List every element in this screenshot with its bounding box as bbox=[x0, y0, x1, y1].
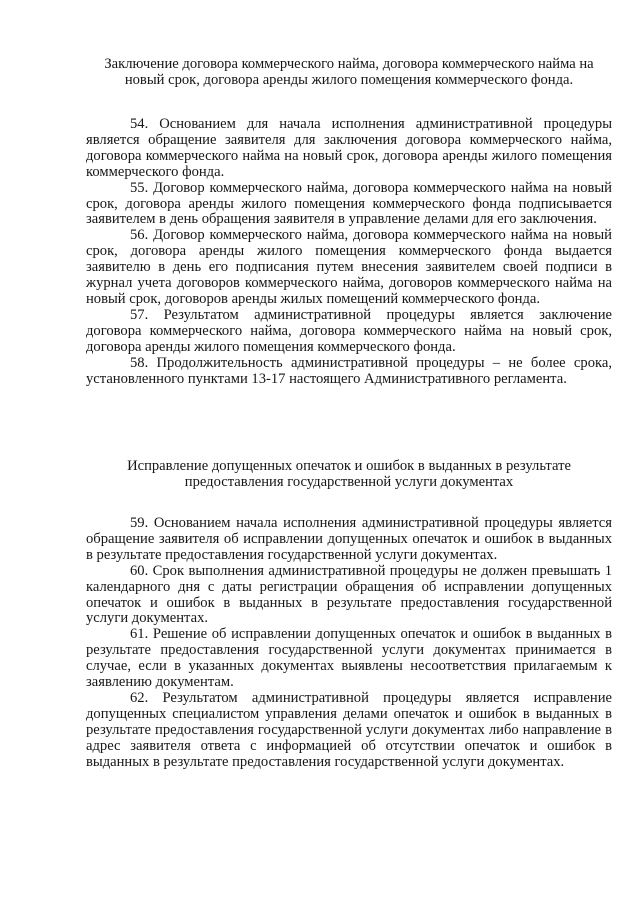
paragraph-61: 61. Решение об исправлении допущенных опечаток и ошибок в выданных в результате предоставления государственной услуги документах принимается в случае, если в указанных документах выявлены несоответствия прилагаемым к заявлению документам. bbox=[86, 626, 612, 691]
paragraph-62: 62. Результатом административной процедуры является исправление допущенных специалистом управления делами опечаток и ошибок в выданных в результате предоставления государственной услуги документах либо направление в адрес заявителя ответа с информацией об отсутствии опечаток и ошибок в выданных в результате предоставления государственной услуги документах. bbox=[86, 689, 612, 770]
paragraph-58: 58. Продолжительность административной процедуры – не более срока, установленного пунктами 13-17 настоящего Административного регламента. bbox=[86, 354, 612, 387]
paragraph-57: 57. Результатом административной процедуры является заключение договора коммерческого найма, договора коммерческого найма на новый срок, договора аренды жилого помещения коммерческого фонда. bbox=[86, 306, 612, 355]
section-body-error-correction bbox=[86, 516, 612, 771]
paragraph-59: 59. Основанием начала исполнения административной процедуры является обращение заявителя об исправлении допущенных опечаток и ошибок в выданных в результате предоставления государственной услуги документах. bbox=[86, 515, 612, 563]
paragraph-54: 54. Основанием для начала исполнения административной процедуры является обращение заявителя для заключения договора коммерческого найма, договора коммерческого найма на новый срок, договора аренды жилого помещения коммерческого фонда. bbox=[86, 116, 612, 180]
paragraph-60: 60. Срок выполнения административной процедуры не должен превышать 1 календарного дня с даты регистрации обращения об исправлении допущенных опечаток и ошибок в выданных в результате предоставления государственной услуги документах. bbox=[86, 562, 612, 627]
paragraph-55: 55. Договор коммерческого найма, договора коммерческого найма на новый срок, договора аренды жилого помещения коммерческого фонда подписывается заявителем в день обращения заявителя в управление делами для его заключения. bbox=[86, 179, 612, 228]
section-body-commercial-lease bbox=[86, 117, 612, 387]
section-heading-error-correction: Исправление допущенных опечаток и ошибок в выданных в результате предоставления государственной услуги документах bbox=[127, 458, 571, 490]
section-heading-commercial-lease: Заключение договора коммерческого найма, договора коммерческого найма на новый срок, договора аренды жилого помещения коммерческого фонда. bbox=[104, 56, 594, 88]
paragraph-56: 56. Договор коммерческого найма, договора коммерческого найма на новый срок, договора аренды жилого помещения коммерческого фонда выдается заявителю в день его подписания путем внесения заявителем своей подписи в журнал учета договоров коммерческого найма, договоров коммерческого найма на новый срок, договоров аренды жилых помещений коммерческого фонда. bbox=[86, 227, 612, 307]
